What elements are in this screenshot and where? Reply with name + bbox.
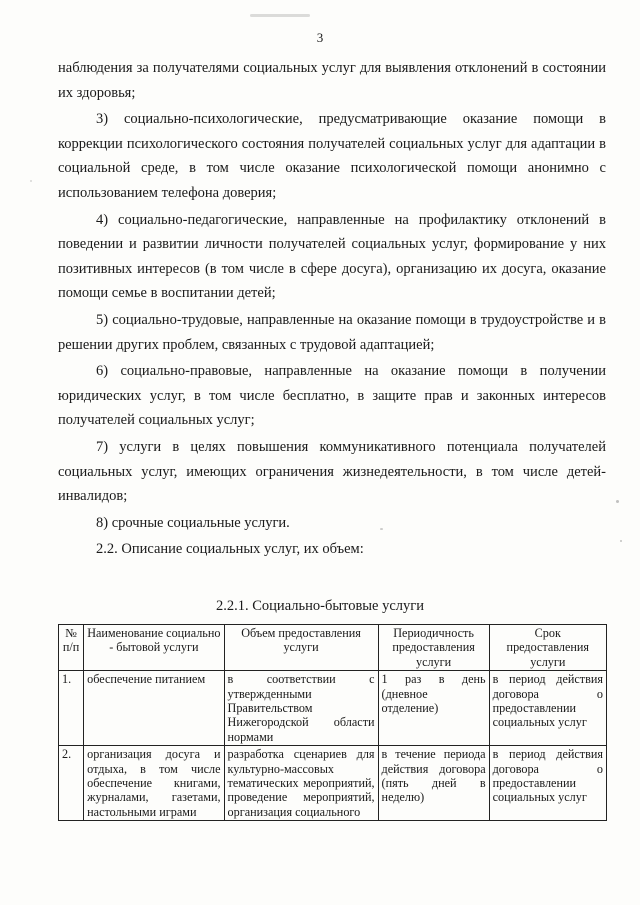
document-body (58, 56, 606, 562)
paragraph-socio-psychological: 3) социально-психологические, предусматривающие оказание помощи в коррекции психологического состояния получателей социальных услуг для адаптации в социальной среде, в том числе оказание психологической помощи анонимно с использованием телефона доверия; (58, 111, 606, 201)
paragraph-communication-services: 7) услуги в целях повышения коммуникативного потенциала получателей социальных услуг, имеющих ограничения жизнедеятельности, в том числе детей-инвалидов; (58, 438, 606, 505)
scan-speck (380, 528, 383, 530)
paragraph-health-monitoring: наблюдения за получателями социальных услуг для выявления отклонений в состоянии их здоровья; (58, 60, 606, 101)
paragraph-urgent-services: 8) срочные социальные услуги. (96, 514, 290, 531)
cell-service-volume: разработка сценариев для культурно-массовых тематических мероприятий, проведение мероприятий, организация социального (224, 746, 378, 821)
paragraph-socio-legal: 6) социально-правовые, направленные на оказание помощи в получении юридических услуг, в том числе бесплатно, в защите прав и законных интересов получателей социальных услуг; (58, 363, 606, 429)
cell-service-term: в период действия договора о предоставлении социальных услуг (489, 746, 606, 821)
scan-speck (250, 14, 310, 17)
header-service-periodicity: Периодичность предоставления услуги (378, 625, 489, 671)
cell-service-name: обеспечение питанием (84, 671, 224, 746)
table-row (59, 746, 607, 821)
scan-speck (620, 540, 622, 542)
paragraph-socio-pedagogical: 4) социально-педагогические, направленные на профилактику отклонений в поведении и развитии личности получателей социальных услуг, формирование у них позитивных интересов (в том числе в сфере досуга), организацию их досуга, оказание помощи семье в воспитании детей; (58, 211, 606, 302)
header-number: № п/п (59, 625, 84, 671)
header-service-term: Срок предоставления услуги (489, 625, 606, 671)
scan-speck (30, 180, 32, 182)
cell-number: 2. (59, 746, 84, 821)
cell-service-periodicity: в течение периода действия договора (пять дней в неделю) (378, 746, 489, 821)
table-row (59, 671, 607, 746)
cell-service-periodicity: 1 раз в день (дневное отделение) (378, 671, 489, 746)
header-service-volume: Объем предоставления услуги (224, 625, 378, 671)
scan-speck (616, 500, 619, 503)
cell-number: 1. (59, 671, 84, 746)
cell-service-volume: в соответствии с утвержденными Правительством Нижегородской области нормами (224, 671, 378, 746)
scan-speck (520, 60, 522, 62)
paragraph-services-description: 2.2. Описание социальных услуг, их объем: (96, 541, 364, 558)
header-service-name: Наименование социально - бытовой услуги (84, 625, 224, 671)
paragraph-socio-labor: 5) социально-трудовые, направленные на оказание помощи в трудоустройстве и в решении других проблем, связанных с трудовой адаптацией; (58, 311, 606, 353)
cell-service-term: в период действия договора о предоставлении социальных услуг (489, 671, 606, 746)
social-services-table (58, 624, 607, 821)
page-number: 3 (316, 30, 324, 45)
table-header-row (59, 625, 607, 671)
table-caption: 2.2.1. Социально-бытовые услуги (216, 598, 424, 614)
cell-service-name: организация досуга и отдыха, в том числе обеспечение книгами, журналами, газетами, настольными играми (84, 746, 224, 821)
